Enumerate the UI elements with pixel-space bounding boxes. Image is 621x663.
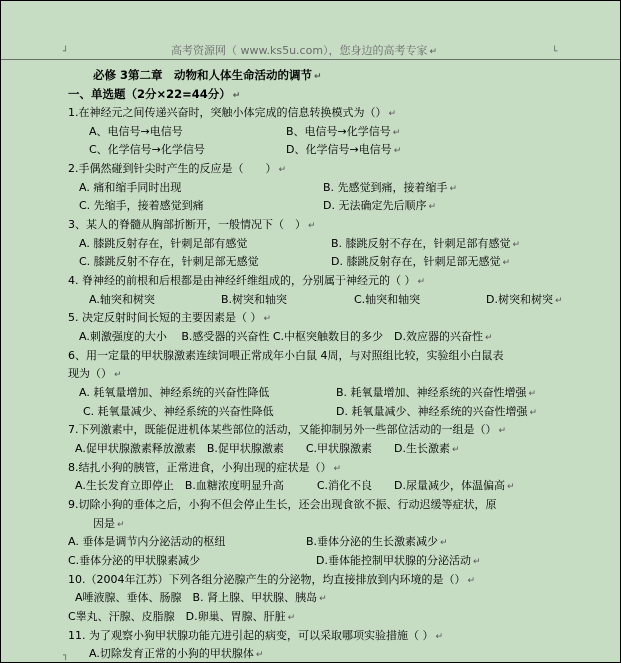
question-3-option-c: C. 膝跳反射不存在，针刺足部无感觉 — [79, 255, 259, 268]
question-9-option-a: A. 垂体是调节内分泌活动的枢纽 — [68, 535, 226, 548]
question-2-stem: 2.手偶然碰到针尖时产生的反应是（ ） ↵ — [68, 162, 287, 175]
question-1-option-c: C、化学信号→化学信号 — [89, 143, 205, 156]
question-1-option-b: B、电信号→化学信号 ↵ — [286, 125, 401, 138]
question-6-option-d: D. 耗氧量减少、神经系统的兴奋性增强 ↵ — [336, 405, 538, 418]
question-3-option-a: A. 膝跳反射存在，针刺足部有感觉 — [79, 237, 248, 250]
question-9-stem-line-2: 因是 ↵ — [93, 517, 125, 530]
question-4-option-a: A.轴突和树突 — [89, 293, 155, 306]
question-9-option-b: B.垂体分泌的生长激素减少 ↵ — [306, 535, 448, 548]
question-7-options: A.促甲状腺激素释放激素 B.促甲状腺激素 C.甲状腺激素 D.生长激素 ↵ — [75, 442, 460, 455]
question-9-option-d: D.垂体能控制甲状腺的分泌活动 ↵ — [316, 554, 481, 567]
question-9-stem-line-1: 9.切除小狗的垂体之后，小狗不但会停止生长，还会出现食欲不振、行动迟缓等症状，原 — [68, 498, 497, 511]
question-3-option-d: D. 膝跳反射存在，针刺足部无感觉 ↵ — [331, 255, 511, 268]
corner-mark-top-right: └ — [552, 47, 558, 57]
question-2-option-d: D. 无法确定先后顺序 ↵ — [323, 199, 437, 212]
section-heading: 一、单选题（2分×22=44分） ↵ — [68, 87, 241, 101]
question-4-stem: 4. 脊神经的前根和后根都是由神经纤维组成的，分别属于神经元的（ ） ↵ — [68, 274, 426, 287]
question-4-option-c: C.轴突和轴突 — [354, 293, 421, 306]
question-11-stem: 11. 为了观察小狗甲状腺功能亢进引起的病变，可以采取哪项实验措施（ ） ↵ — [68, 629, 444, 642]
question-2-option-b: B. 先感觉到痛，接着缩手 ↵ — [323, 181, 458, 194]
question-5-options: A.刺激强度的大小 B.感受器的兴奋性 C.中枢突触数目的多少 D.效应器的兴奋性 ↵ — [79, 330, 493, 343]
question-6-option-a: A. 耗氧量增加、神经系统的兴奋性降低 — [79, 386, 270, 399]
question-4-option-b: B.树突和轴突 — [221, 293, 288, 306]
question-1-option-a: A、电信号→电信号 — [89, 125, 183, 138]
header-rule — [1, 59, 620, 60]
question-7-stem: 7.下列激素中，既能促进机体某些部位的活动，又能抑制另外一些部位活动的一组是（） ↵ — [68, 423, 507, 436]
question-1-option-d: D、化学信号→电信号 ↵ — [286, 143, 402, 156]
question-11-option-a: A.切除发育正常的小狗的甲状腺体 ↵ — [89, 647, 264, 660]
corner-mark-top-left: ┘ — [63, 47, 69, 57]
question-8-stem: 8.结扎小狗的胰管，正常进食，小狗出现的症状是（） ↵ — [68, 461, 342, 474]
question-6-stem-line-1: 6、用一定量的甲状腺激素连续饲喂正常成年小白鼠 4周，与对照组比较，实验组小白鼠表 — [68, 349, 504, 362]
question-8-options: A.生长发育立即停止 B.血糖浓度明显升高 C.消化不良 D.尿量减少，体温偏高 ↵ — [75, 479, 515, 492]
question-6-option-c: C. 耗氧量减少、神经系统的兴奋性降低 — [83, 405, 274, 418]
question-6-stem-line-2: 现为（） ↵ — [68, 367, 122, 380]
question-10-options-line-2: C睾丸、汗腺、皮脂腺 D.卵巢、胃腺、肝脏 ↵ — [68, 610, 296, 623]
question-2-option-c: C. 先缩手，接着感觉到痛 — [79, 199, 204, 212]
question-4-option-d: D.树突和树突 ↵ — [486, 293, 563, 306]
question-2-option-a: A. 痛和缩手同时出现 — [79, 181, 182, 194]
question-9-option-c: C.垂体分泌的甲状腺素减少 — [68, 554, 201, 567]
question-5-stem: 5. 决定反射时间长短的主要因素是（ ） ↵ — [68, 311, 272, 324]
header-watermark: 高考资源网（ www.ks5u.com），您身边的高考专家 ↵ — [171, 44, 438, 57]
corner-mark-bottom-left: ┐ — [63, 651, 69, 661]
question-3-stem: 3、某人的脊髓从胸部折断开，一般情况下（ ） ↵ — [68, 218, 316, 231]
question-1-stem: 1.在神经元之间传递兴奋时，突触小体完成的信息转换模式为（） ↵ — [68, 106, 397, 119]
question-10-options-line-1: A唾液腺、垂体、肠腺 B. 肾上腺、甲状腺、胰岛 ↵ — [75, 591, 327, 604]
question-6-option-b: B. 耗氧量增加、神经系统的兴奋性增强 ↵ — [336, 386, 537, 399]
document-title: 必修 3第二章 动物和人体生命活动的调节 ↵ — [93, 68, 322, 82]
question-10-stem: 10.（2004年江苏）下列各组分泌腺产生的分泌物，均直接排放到内环境的是（） ↵ — [68, 573, 476, 586]
question-3-option-b: B. 膝跳反射不存在，针刺足部有感觉 ↵ — [331, 237, 521, 250]
